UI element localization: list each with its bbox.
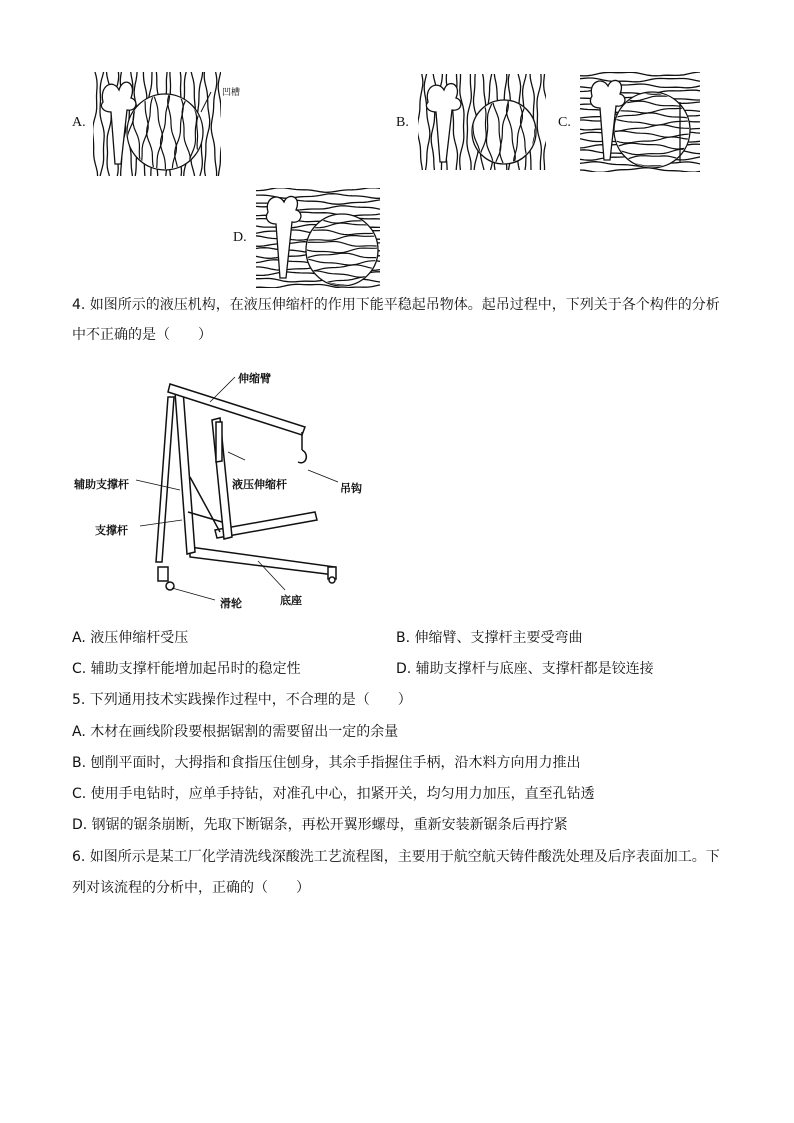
label-arm: 伸缩臂 [238, 372, 271, 385]
q4-option-d: D. 辅助支撑杆与底座、支撑杆都是铰连接 [396, 661, 654, 677]
q4-option-c: C. 辅助支撑杆能增加起吊时的稳定性 [72, 661, 301, 677]
q5-option-d: D. 钢锯的锯条崩断，先取下断锯条，再松开翼形螺母，重新安装新锯条后再拧紧 [72, 817, 568, 833]
label-cylinder: 液压伸缩杆 [232, 478, 287, 491]
q5-option-c: C. 使用手电钻时，应单手持钻，对准孔中心，扣紧开关，均匀用力加压，直至孔钻透 [72, 786, 595, 802]
label-aux-rod: 辅助支撑杆 [74, 478, 129, 491]
q4-stem-line2: 中不正确的是（ ） [72, 327, 212, 343]
q5-stem: 5. 下列通用技术实践操作过程中，不合理的是（ ） [72, 692, 412, 708]
wood-figure-b [418, 74, 546, 172]
wood-figure-a [93, 72, 221, 176]
label-hook: 吊钩 [340, 482, 362, 495]
q5-option-a: A. 木材在画线阶段要根据锯割的需要留出一定的余量 [72, 724, 399, 740]
groove-label: 凹槽 [222, 88, 241, 98]
option-c-letter: C. [558, 115, 571, 130]
option-d-letter: D. [233, 230, 247, 245]
q5-option-b: B. 刨削平面时，大拇指和食指压住刨身，其余手指握住手柄，沿木料方向用力推出 [72, 755, 581, 771]
q4-option-a: A. 液压伸缩杆受压 [72, 630, 189, 646]
wood-figure-d [256, 188, 382, 288]
label-pulley: 滑轮 [220, 597, 242, 610]
q6-stem-line1: 6. 如图所示是某工厂化学清洗线深酸洗工艺流程图，主要用于航空航天铸件酸洗处理及后序表面加工。下 [72, 849, 720, 865]
option-a-letter: A. [72, 115, 86, 130]
q6-stem-line2: 列对该流程的分析中，正确的（ ） [72, 880, 310, 896]
q4-stem-line1: 4. 如图所示的液压机构，在液压伸缩杆的作用下能平稳起吊物体。起吊过程中，下列关于各个构件的分析 [72, 297, 720, 313]
q4-option-b: B. 伸缩臂、支撑杆主要受弯曲 [396, 630, 583, 646]
label-support-rod: 支撑杆 [95, 524, 128, 537]
label-base: 底座 [280, 594, 302, 607]
option-b-letter: B. [396, 115, 409, 130]
wood-figure-c [580, 72, 700, 172]
